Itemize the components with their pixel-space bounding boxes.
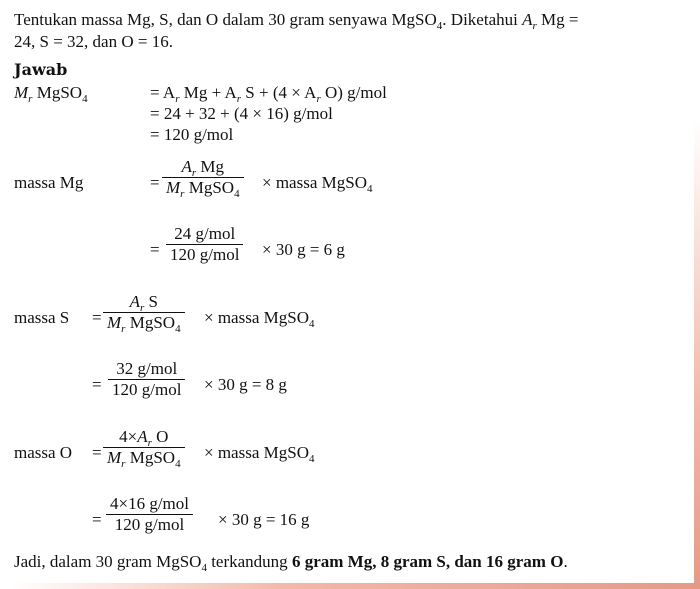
o-fraction: [103, 427, 185, 468]
mg-fraction-numerator: $A_r$ Mg: [181, 157, 225, 179]
mr-eq-3: = 120 g/mol: [150, 125, 234, 144]
conclusion: Jadi, dalam 30 gram MgSO$_4$ terkandung 6 gram Mg, 8 gram S, dan 16 gram O.: [14, 552, 568, 574]
page-shadow-bottom: [10, 583, 700, 589]
s-times-text: × massa MgSO$_4$: [204, 308, 315, 330]
mr-eq-1: = $A_r$ $Mg + A_r$ $S + (4 \times A_r$ O) g/mol: [150, 83, 387, 105]
s-calc-result: × 30 g = 8 g: [204, 375, 287, 394]
mr-eq-2: = 24 + 32 + (4 × 16) g/mol: [150, 104, 333, 123]
o-fraction-numerator: $4\times A_r$ O: [119, 427, 169, 449]
s-equals: =: [92, 308, 102, 327]
mg-calc-denominator: 120 g/mol: [166, 244, 243, 265]
s-fraction-numerator: $A_r$ S: [129, 292, 158, 314]
o-calc-equals: =: [92, 510, 102, 529]
s-label: massa S: [14, 308, 70, 327]
s-fraction: [103, 292, 185, 333]
s-calc-equals: =: [92, 375, 102, 394]
o-calc-result: × 30 g = 16 g: [218, 510, 310, 529]
mg-label: massa Mg: [14, 173, 84, 192]
o-fraction-denominator: $M_r$ MgSO$_4$: [103, 447, 185, 468]
mg-calc-equals: =: [150, 240, 160, 259]
mr-label: $M_r$ MgSO$_4$: [14, 83, 88, 105]
question-line-1: Tentukan massa Mg, S, dan O dalam 30 gram senyawa MgSO$_4$. Diketahui $A_r$ Mg =: [14, 10, 579, 32]
page-shadow-right: [694, 120, 700, 589]
s-calc-fraction: [108, 359, 185, 400]
mg-equals: =: [150, 173, 160, 192]
mg-calc-fraction: [166, 224, 243, 265]
question-line-2: 24, S = 32, dan O = 16.: [14, 32, 173, 51]
s-calc-denominator: 120 g/mol: [108, 379, 185, 400]
answer-heading: Jawab: [14, 60, 68, 79]
o-calc-fraction: [106, 494, 193, 535]
mg-calc-result: × 30 g = 6 g: [262, 240, 345, 259]
s-fraction-denominator: $M_r$ MgSO$_4$: [103, 312, 185, 333]
o-times-text: × massa MgSO$_4$: [204, 443, 315, 465]
o-equals: =: [92, 443, 102, 462]
s-calc-numerator: 32 g/mol: [116, 359, 178, 378]
mg-fraction: [162, 157, 244, 198]
o-calc-numerator: 4×16 g/mol: [110, 494, 190, 513]
o-label: massa O: [14, 443, 73, 462]
mg-calc-numerator: 24 g/mol: [174, 224, 236, 243]
o-calc-denominator: 120 g/mol: [106, 514, 193, 535]
mg-fraction-denominator: $M_r$ MgSO$_4$: [162, 177, 244, 198]
mg-times-text: × massa MgSO$_4$: [262, 173, 373, 195]
